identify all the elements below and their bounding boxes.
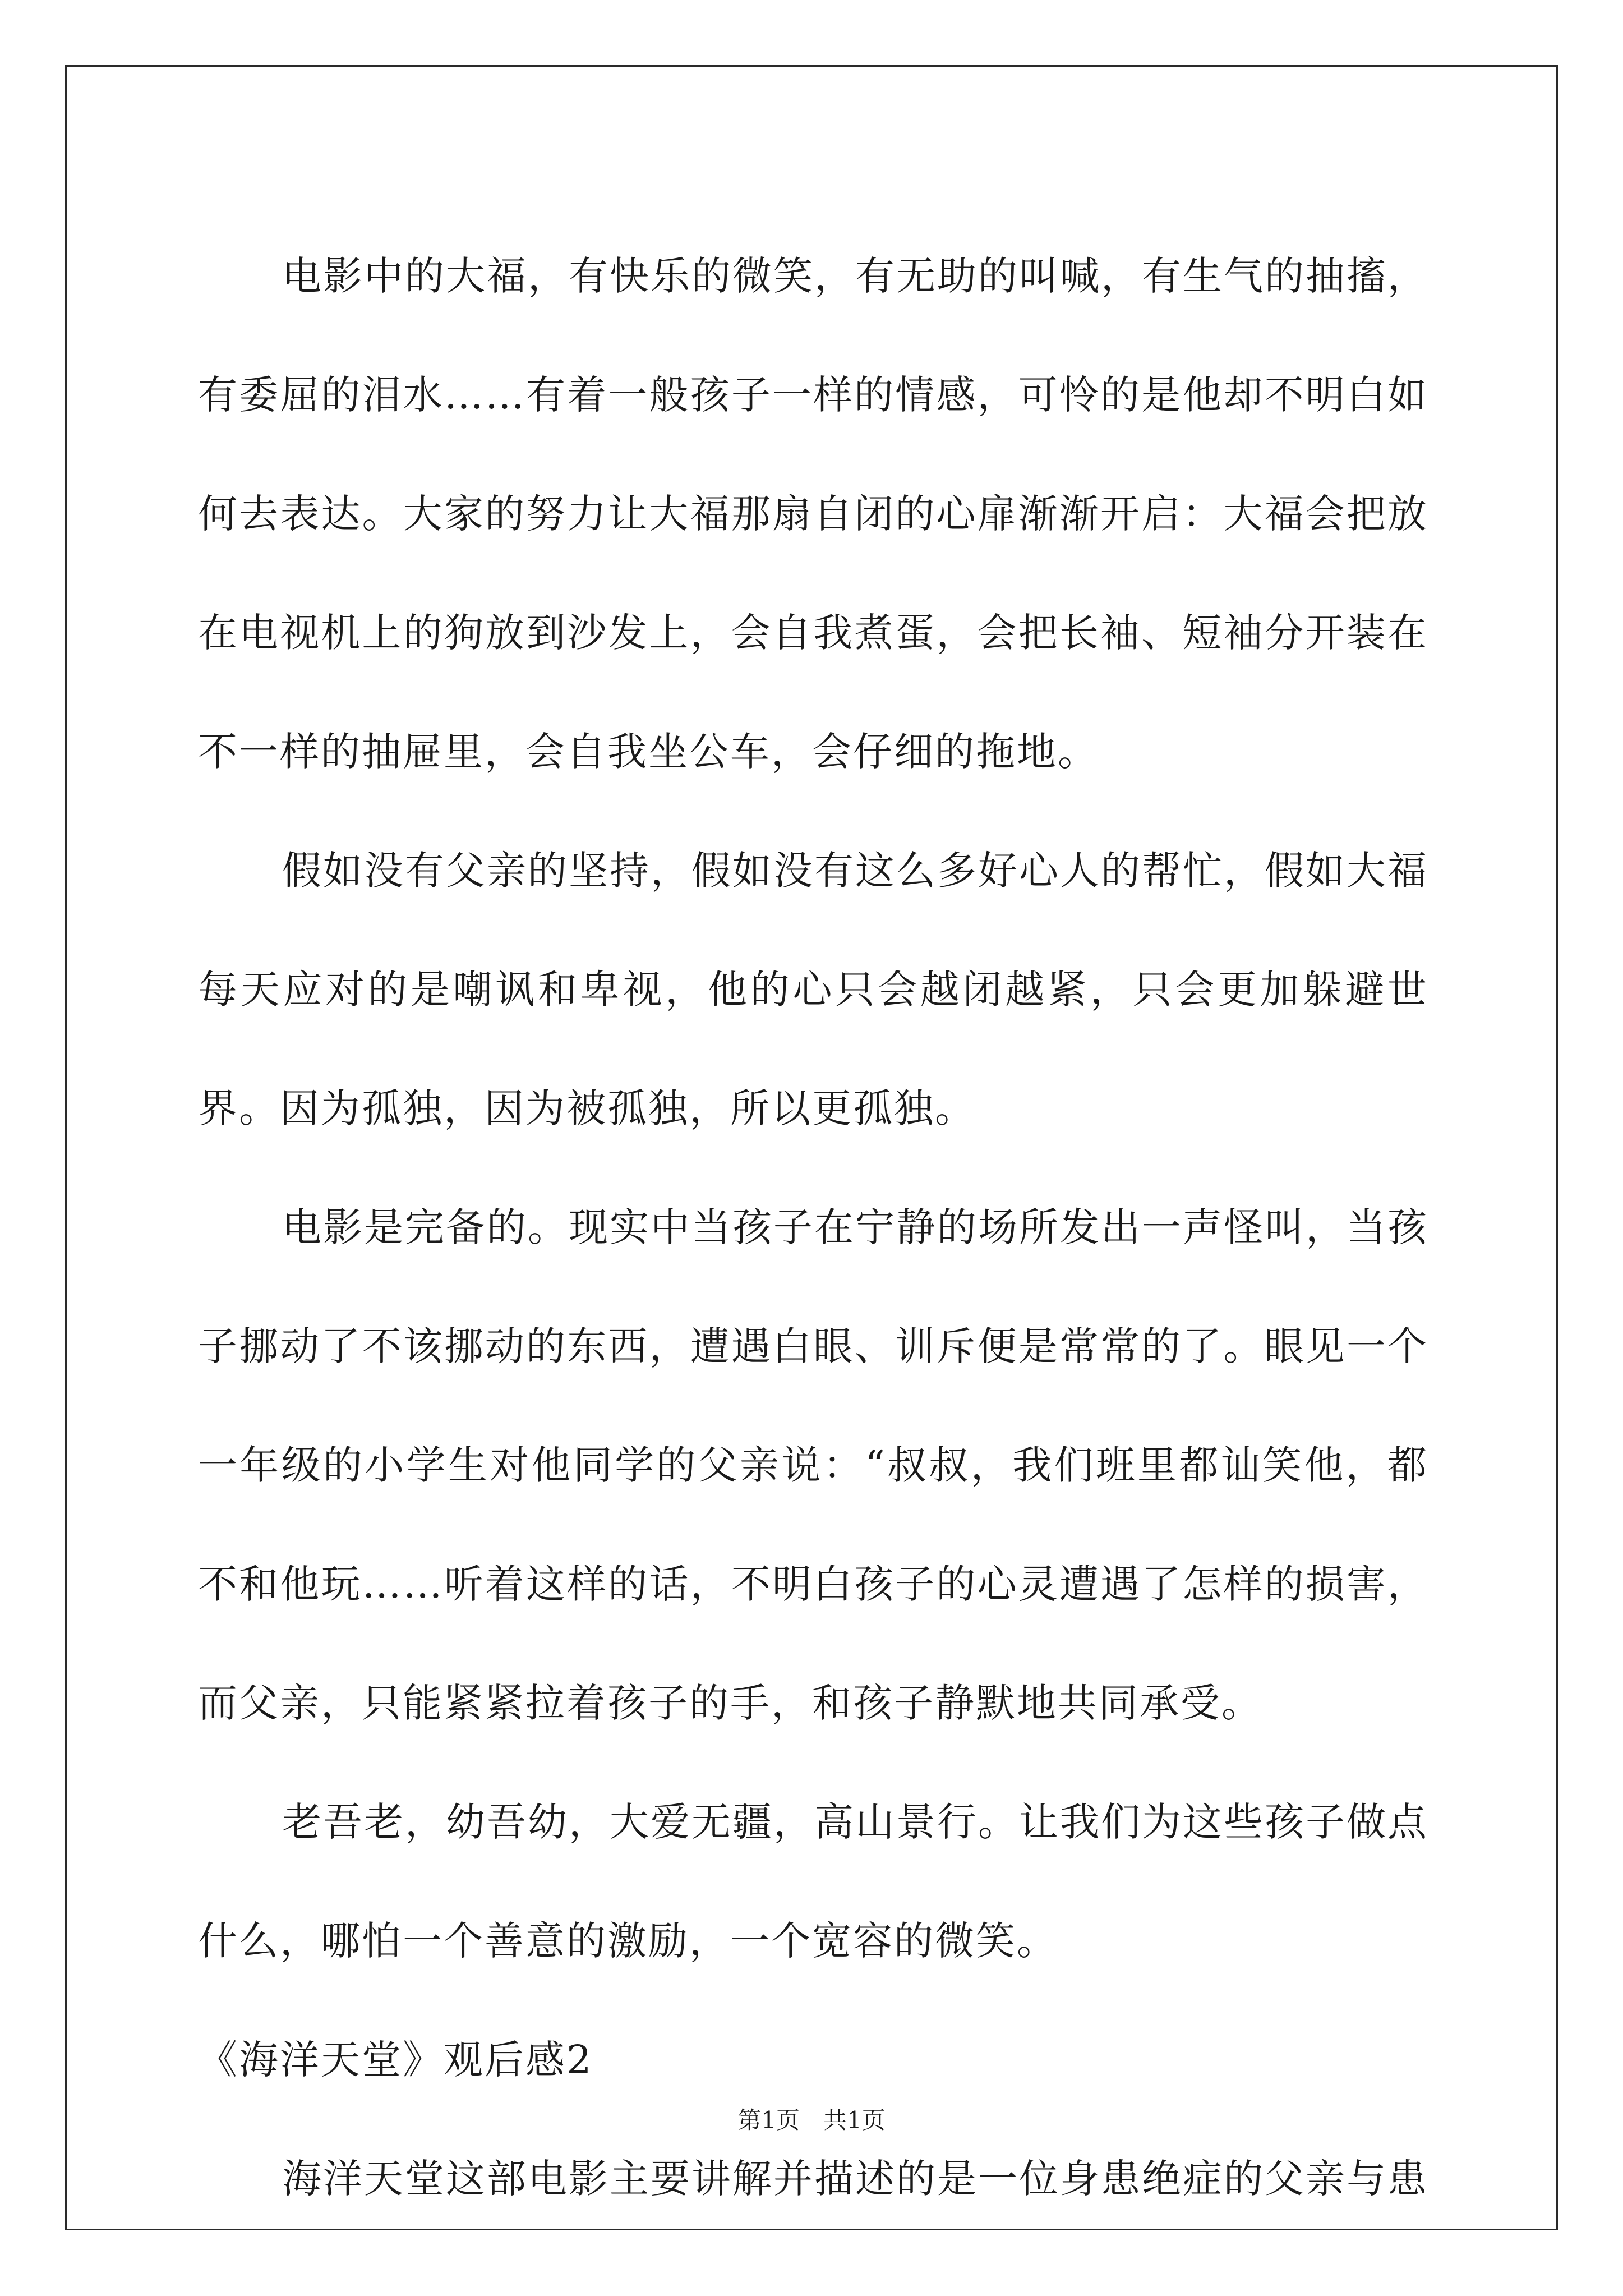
page-footer: 第1页 共1页 [737, 2106, 886, 2134]
section-heading: 《海洋天堂》观后感2 [198, 2037, 593, 2083]
paragraph-2: 假如没有父亲的坚持，假如没有这么多好心人的帮忙，假如大福每天应对的是嘲讽和卑视，他的心只会越闭越紧，只会更加躲避世界。因为孤独，因为被孤独，所以更孤独。 [198, 848, 1428, 1131]
paragraph-5: 海洋天堂这部电影主要讲解并描述的是一位身患绝症的父亲与患 [282, 2156, 1428, 2202]
document-body [198, 217, 1428, 2238]
paragraph-3: 电影是完备的。现实中当孩子在宁静的场所发出一声怪叫，当孩子挪动了不该挪动的东西，遭遇白眼、训斥便是常常的了。眼见一个一年级的小学生对他同学的父亲说：“叔叔，我们班里都讪笑他，都不和他玩……听着这样的话，不明白孩子的心灵遭遇了怎样的损害，而父亲，只能紧紧拉着孩子的手，和孩子静默地共同承受。 [198, 1204, 1428, 1726]
paragraph-4: 老吾老，幼吾幼，大爱无疆，高山景行。让我们为这些孩子做点什么，哪怕一个善意的激励，一个宽容的微笑。 [198, 1799, 1428, 1964]
paragraph-1: 电影中的大福，有快乐的微笑，有无助的叫喊，有生气的抽搐，有委屈的泪水……有着一般孩子一样的情感，可怜的是他却不明白如何去表达。大家的努力让大福那扇自闭的心扉渐渐开启：大福会把放在电视机上的狗放到沙发上，会自我煮蛋，会把长袖、短袖分开装在不一样的抽屉里，会自我坐公车，会仔细的拖地。 [198, 253, 1428, 775]
